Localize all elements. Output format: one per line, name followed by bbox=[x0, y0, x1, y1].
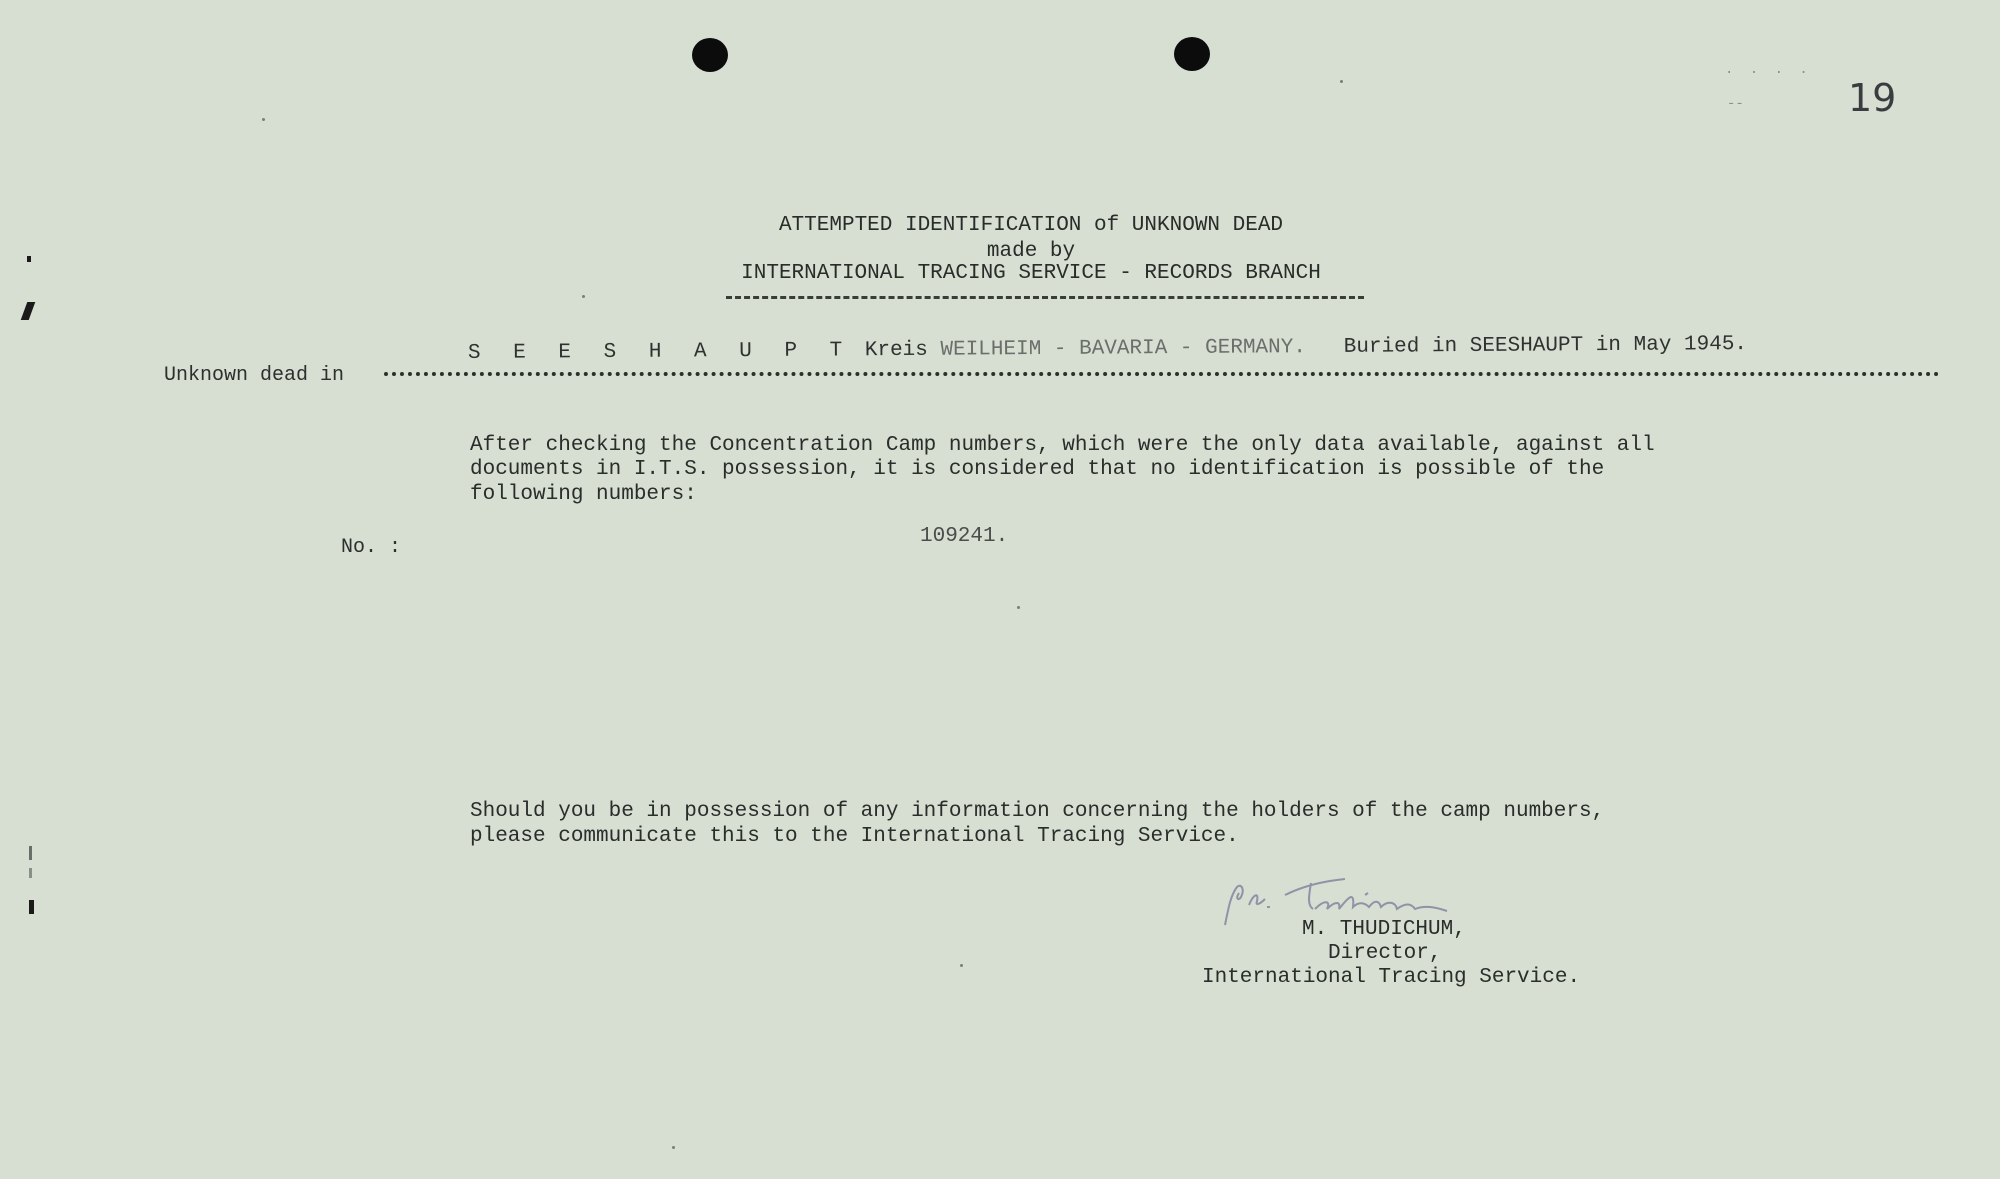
corner-mark: . . . . bbox=[1725, 62, 1812, 78]
paper-speck bbox=[672, 1146, 675, 1149]
margin-mark bbox=[29, 846, 32, 860]
signatory-organization: International Tracing Service. bbox=[1202, 966, 1581, 989]
heading-title: ATTEMPTED IDENTIFICATION of UNKNOWN DEAD bbox=[778, 214, 1284, 237]
margin-mark bbox=[29, 868, 32, 878]
paragraph1-line3: following numbers: bbox=[470, 483, 697, 506]
paper-speck bbox=[1340, 80, 1343, 83]
punch-hole-right bbox=[1174, 37, 1210, 71]
paper-speck bbox=[582, 295, 585, 298]
place-name: S E E S H A U P T bbox=[467, 339, 853, 365]
heading-organization: INTERNATIONAL TRACING SERVICE - RECORDS BRANCH bbox=[741, 262, 1321, 285]
signatory-title: Director, bbox=[1328, 942, 1442, 965]
margin-mark bbox=[29, 900, 34, 914]
signatory-name: M. THUDICHUM, bbox=[1302, 918, 1466, 941]
unknown-dead-dotted-line bbox=[384, 372, 1940, 376]
paragraph1-line2: documents in I.T.S. possession, it is considered that no identification is possible of the bbox=[470, 458, 1605, 481]
page-number: 19 bbox=[1848, 76, 1897, 120]
punch-hole-left bbox=[692, 38, 728, 72]
unknown-dead-label: Unknown dead in bbox=[164, 364, 345, 387]
paper-speck bbox=[1017, 606, 1020, 609]
paragraph2-line1: Should you be in possession of any information concerning the holders of the camp numbers, bbox=[470, 800, 1605, 823]
margin-mark bbox=[21, 302, 36, 320]
paper-speck bbox=[262, 118, 265, 121]
district-name: WEILHEIM - BAVARIA - GERMANY. bbox=[940, 336, 1307, 362]
paper-speck bbox=[960, 964, 963, 967]
kreis-label: Kreis bbox=[864, 338, 928, 363]
camp-number: 109241. bbox=[920, 525, 1009, 548]
heading-made-by: made by bbox=[986, 240, 1076, 263]
paragraph1-line1: After checking the Concentration Camp numbers, which were the only data available, against all bbox=[470, 434, 1655, 457]
unknown-dead-location bbox=[468, 333, 1747, 365]
paragraph2-line2: please communicate this to the International Tracing Service. bbox=[470, 825, 1239, 848]
heading-underline bbox=[726, 296, 1364, 299]
burial-info: Buried in SEESHAUPT in May 1945. bbox=[1343, 333, 1748, 359]
number-label: No. : bbox=[341, 536, 402, 559]
corner-dash: -- bbox=[1727, 96, 1744, 112]
